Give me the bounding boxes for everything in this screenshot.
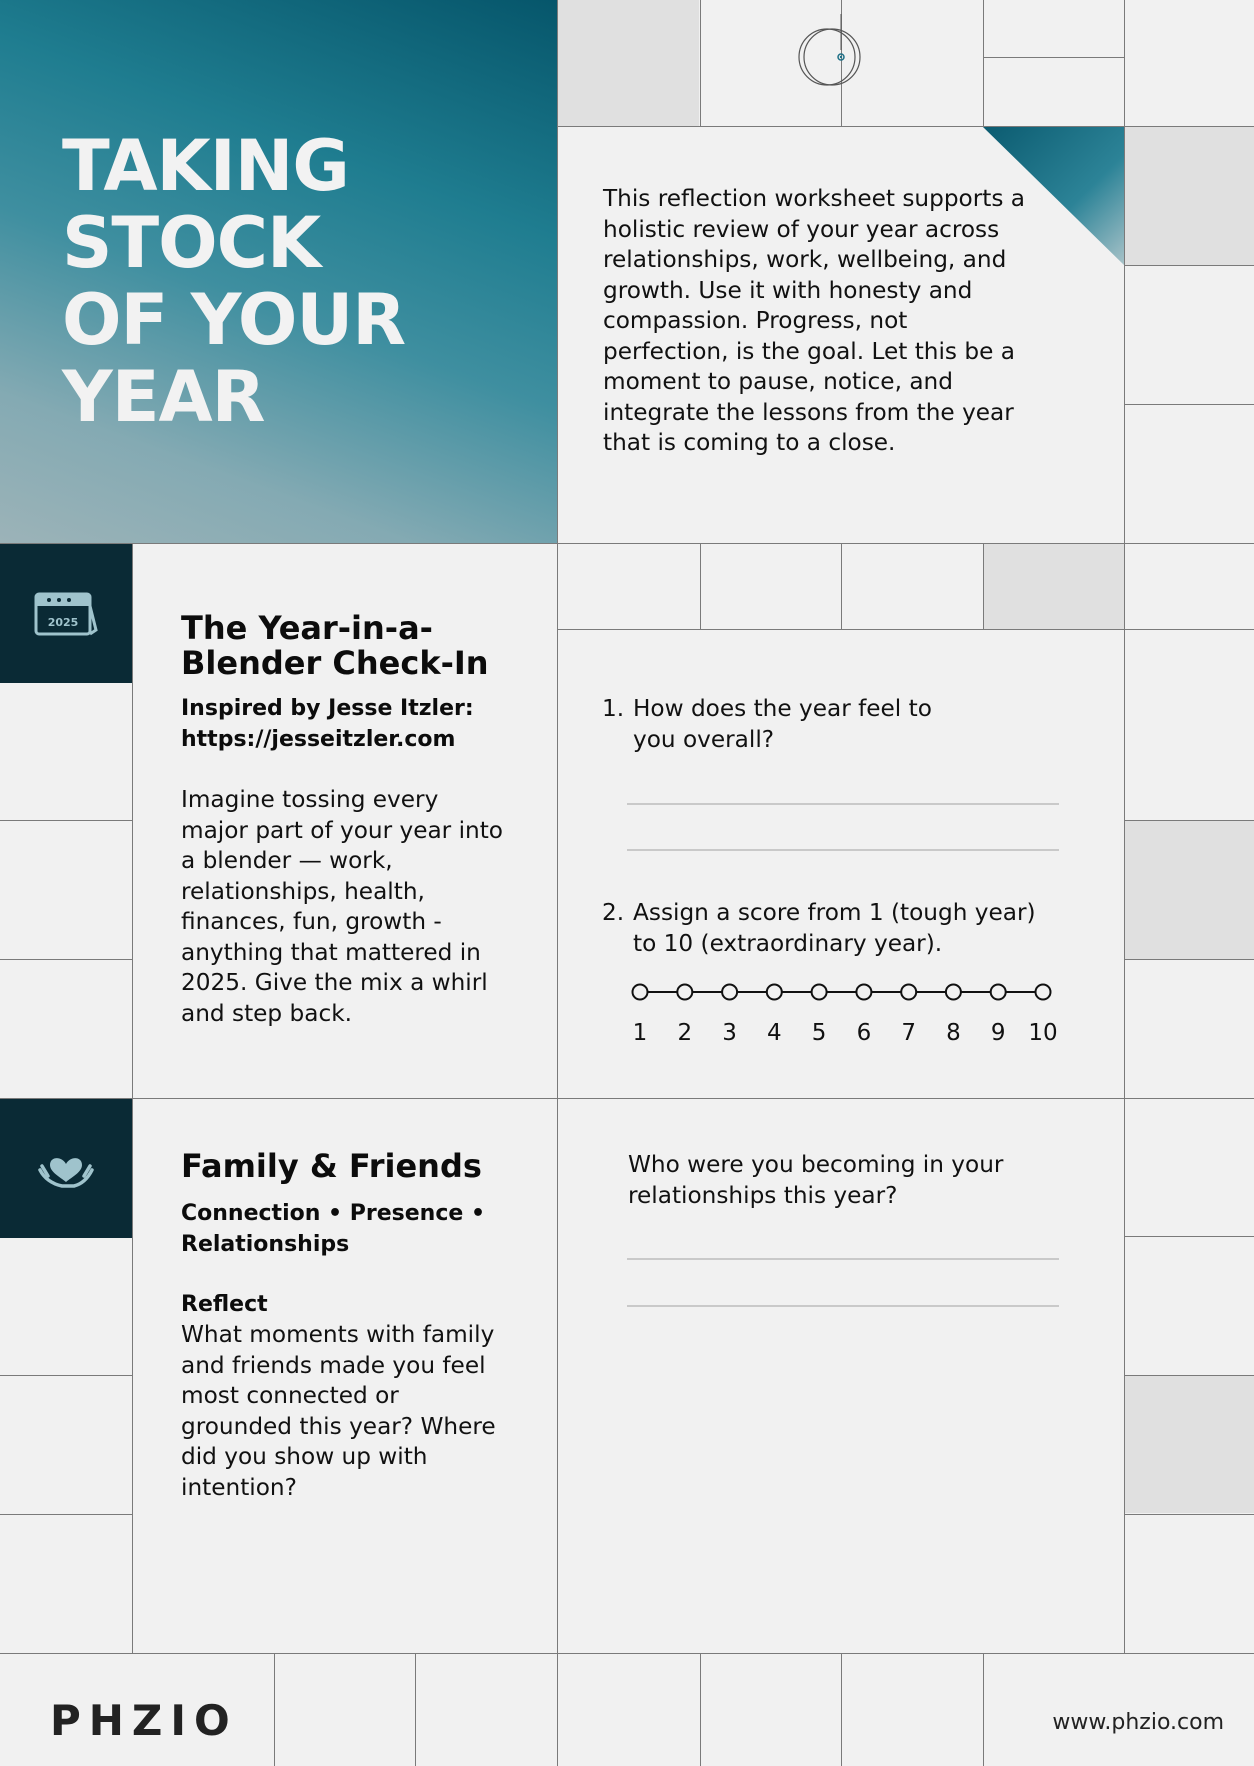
- question-text: Who were you becoming in your relationships this year?: [628, 1151, 1004, 1209]
- answer-line[interactable]: [627, 1305, 1059, 1307]
- website-link[interactable]: www.phzio.com: [1052, 1710, 1224, 1735]
- rating-dot[interactable]: [722, 985, 737, 1000]
- answer-line[interactable]: [627, 803, 1059, 805]
- rating-label: 3: [722, 1020, 737, 1046]
- rating-dot[interactable]: [1036, 985, 1051, 1000]
- brand-logo: PHZIO: [50, 1696, 238, 1745]
- rating-scale[interactable]: [620, 975, 1060, 1055]
- target-circles-icon: [790, 14, 880, 104]
- question-number: 2.: [602, 899, 625, 926]
- section-title: The Year-in-a-Blender Check-In: [181, 609, 489, 682]
- rating-label: 9: [990, 1020, 1006, 1046]
- question-text: Assign a score from 1 (tough year) to 10 (extraordinary year).: [633, 899, 1036, 957]
- rating-dot[interactable]: [677, 985, 692, 1000]
- rating-dot[interactable]: [946, 985, 961, 1000]
- rating-label: 8: [946, 1020, 961, 1046]
- page-title: [62, 125, 522, 438]
- calendar-2025-icon: [34, 590, 98, 638]
- rating-dot[interactable]: [991, 985, 1006, 1000]
- rating-scale-track: [620, 975, 1060, 1005]
- reflect-label: Reflect: [181, 1292, 268, 1317]
- hero-banner: [0, 0, 557, 543]
- section-subtitle: Inspired by Jesse Itzler: https://jesseitzler.com: [181, 696, 474, 752]
- section-title: Family & Friends: [181, 1147, 482, 1185]
- rating-label: 1: [632, 1020, 648, 1046]
- rating-dot[interactable]: [767, 985, 782, 1000]
- rating-label: 10: [1028, 1020, 1058, 1046]
- svg-text:2025: 2025: [47, 615, 79, 629]
- rating-dot[interactable]: [812, 985, 827, 1000]
- reflect-body: What moments with family and friends made you feel most connected or grounded this year? Where did you show up with intention?: [181, 1321, 496, 1501]
- rating-dot[interactable]: [901, 985, 916, 1000]
- rating-label: 2: [677, 1020, 693, 1046]
- question-text: How does the year feel to you overall?: [633, 695, 932, 753]
- section-subtitle: Connection • Presence • Relationships: [181, 1201, 486, 1257]
- rating-label: 6: [856, 1020, 872, 1046]
- title-line: TAKING: [62, 125, 349, 207]
- rating-label: 5: [811, 1020, 827, 1046]
- title-line: STOCK: [62, 202, 321, 284]
- section-body: Imagine tossing every major part of your year into a blender — work, relationships, health, finances, fun, growth - anything that mattered in 2025. Give the mix a whirl and step back.: [181, 786, 503, 1027]
- rating-label: 7: [901, 1020, 917, 1046]
- rating-label: 4: [766, 1020, 782, 1046]
- rating-dot[interactable]: [633, 985, 648, 1000]
- hands-heart-icon: [36, 1144, 96, 1194]
- intro-text: This reflection worksheet supports a holistic review of your year across relationships, work, wellbeing, and growth. Use it with honesty and compassion. Progress, not perfection, is the goal. Let this be a moment to pause, notice, and integrate the lessons from the year that is coming to a close.: [603, 185, 1026, 456]
- section-icon-box: [0, 544, 132, 683]
- question-number: 1.: [602, 695, 625, 722]
- rating-dot[interactable]: [856, 985, 871, 1000]
- section-icon-box: [0, 1099, 132, 1238]
- answer-line[interactable]: [627, 849, 1059, 851]
- answer-line[interactable]: [627, 1258, 1059, 1260]
- title-line: OF YOUR: [62, 279, 406, 361]
- title-line: YEAR: [62, 356, 265, 438]
